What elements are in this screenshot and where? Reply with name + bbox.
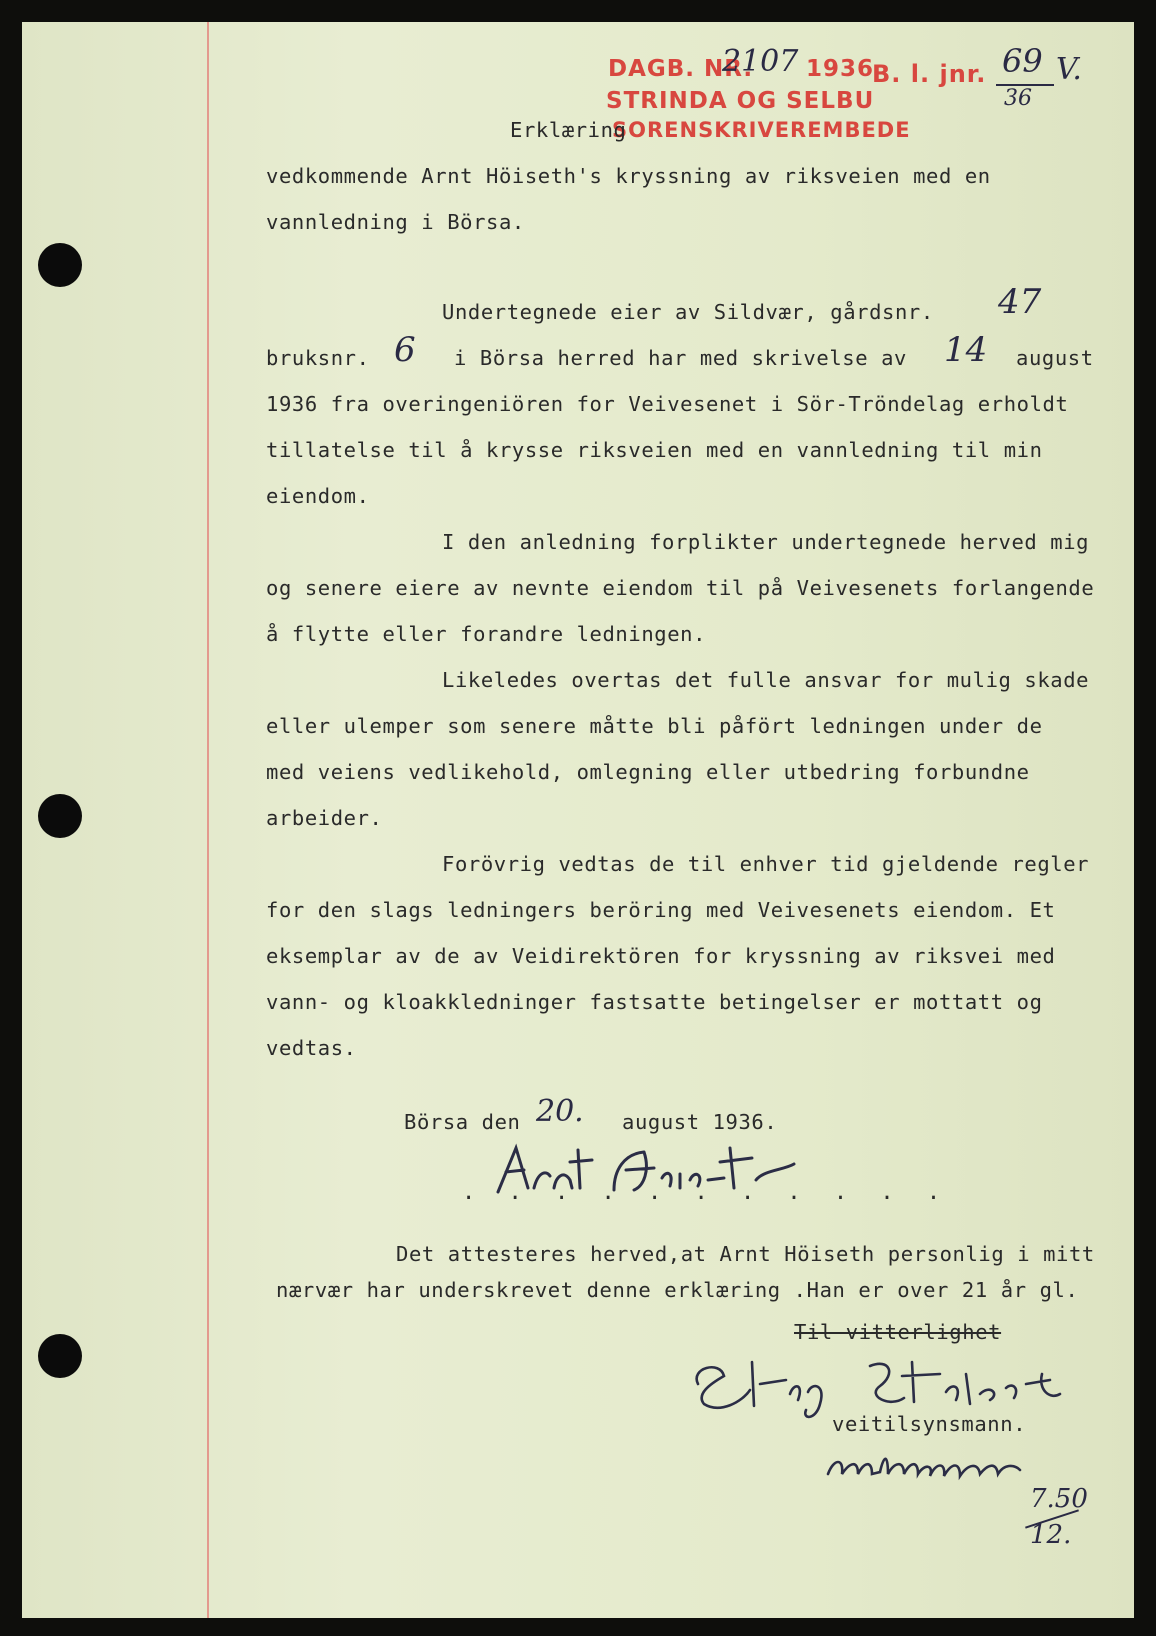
text-line: for den slags ledningers beröring med Veivesenets eiendom. Et xyxy=(266,898,1056,922)
stamp-office-name: SORENSKRIVEREMBEDE xyxy=(612,118,911,142)
text-line: vannledning i Börsa. xyxy=(266,210,525,234)
text-line: I den anledning forplikter undertegnede herved mig xyxy=(442,530,1090,554)
text-line: med veiens vedlikehold, omlegning eller utbedring forbundne xyxy=(266,760,1030,784)
text-line: Forövrig vedtas de til enhver tid gjeldende regler xyxy=(442,852,1090,876)
text-line: eksemplar av de av Veidirektören for kryssning av riksvei med xyxy=(266,944,1056,968)
text-line: Likeledes overtas det fulle ansvar for mulig skade xyxy=(442,668,1090,692)
text-line: eiendom. xyxy=(266,484,370,508)
text-line: og senere eiere av nevnte eiendom til på Veivesenets forlangende xyxy=(266,576,1095,600)
text-line: Undertegnede eier av Sildvær, gårdsnr. xyxy=(442,300,934,324)
attestation-line: Det attesteres herved,at Arnt Höiseth personlig i mitt xyxy=(396,1242,1095,1266)
text-line: å flytte eller forandre ledningen. xyxy=(266,622,707,646)
handwritten-dagb-number: 2107 xyxy=(722,44,799,79)
handwritten-letter-day: 14 xyxy=(944,330,988,370)
stamp-journal-label: B. l. jnr. xyxy=(872,60,987,88)
stamp-year: 1936 xyxy=(806,56,875,82)
text-line: vedkommende Arnt Höiseth's kryssning av riksveien med en xyxy=(266,164,991,188)
witness-title: veitilsynsmann. xyxy=(832,1412,1027,1436)
text-line: vann- og kloakkledninger fastsatte betingelser er mottatt og xyxy=(266,990,1043,1014)
signature-dotted-line: . . . . . . . . . . . xyxy=(462,1180,951,1205)
punch-hole-icon xyxy=(38,794,82,838)
handwritten-note-top: 7.50 xyxy=(1030,1484,1088,1514)
witness-label: Til vitterlighet xyxy=(794,1320,1002,1344)
text-line: i Börsa herred har med skrivelse av xyxy=(454,346,907,370)
text-line: tillatelse til å krysse riksveien med en vannledning til min xyxy=(266,438,1043,462)
handwritten-note-bottom: 12. xyxy=(1030,1520,1072,1550)
text-line: vedtas. xyxy=(266,1036,357,1060)
handwritten-bruksnr: 6 xyxy=(394,330,416,370)
date-prefix: Börsa den xyxy=(404,1110,521,1134)
text-line: arbeider. xyxy=(266,806,383,830)
margin-line xyxy=(207,22,209,1618)
text-line: eller ulemper som senere måtte bli påfört ledningen under de xyxy=(266,714,1043,738)
text-line: bruksnr. xyxy=(266,346,370,370)
handwritten-journal-suffix: V. xyxy=(1056,52,1082,87)
stamp-court-name: STRINDA OG SELBU xyxy=(606,88,875,114)
stamp-dagb-label: DAGB. NR. xyxy=(608,56,754,82)
punch-hole-icon xyxy=(38,1334,82,1378)
handwritten-journal-number: 69 xyxy=(1002,42,1043,80)
date-suffix: august 1936. xyxy=(622,1110,778,1134)
handwritten-journal-year: 36 xyxy=(1004,86,1032,111)
punch-hole-icon xyxy=(38,243,82,287)
document-heading: Erklæring xyxy=(510,118,627,142)
text-line: august xyxy=(1016,346,1094,370)
attestation-line: nærvær har underskrevet denne erklæring .Han er over 21 år gl. xyxy=(276,1278,1079,1302)
handwritten-sign-day: 20. xyxy=(536,1094,584,1129)
signature-lensmann xyxy=(824,1444,1064,1484)
text-line: 1936 fra overingeniören for Veivesenet i Sör-Tröndelag erholdt xyxy=(266,392,1069,416)
handwritten-gardsnr: 47 xyxy=(998,282,1042,322)
